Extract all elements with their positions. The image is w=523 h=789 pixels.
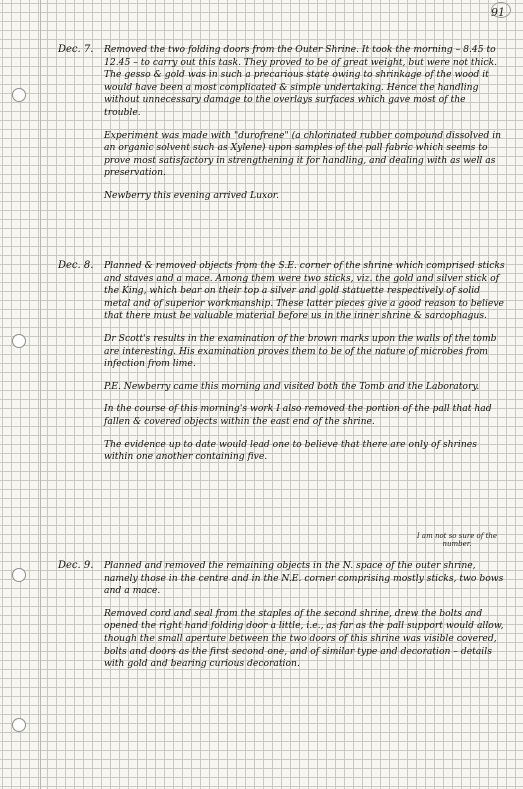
binder-hole: [12, 718, 26, 732]
entry-paragraph: Newberry this evening arrived Luxor.: [104, 189, 280, 201]
page-number: 91: [491, 6, 505, 19]
binder-hole: [12, 88, 26, 102]
entry-paragraph: Planned and removed the remaining objects in the N. space of the outer shrine, namely those in the centre and in the N.E. corner comprising mostly sticks, two bows and a mace.: [104, 560, 504, 597]
binder-hole: [12, 334, 26, 348]
entry-text: [104, 560, 505, 681]
entry-paragraph: The evidence up to date would lead one to believe that there are only of shrines within one another containing five.: [104, 438, 477, 463]
entry-paragraph: In the course of this morning's work I also removed the portion of the pall that had fallen & covered objects within the east end of the shrine.: [104, 403, 492, 427]
entry-paragraph: Planned & removed objects from the S.E. corner of the shrine which comprised sticks and staves and a mace. Among them were two sticks, viz. the gold and silver stick of the King, which bear on their top a silver and gold statuette respectively of solid metal and of superior workmanship. These latter pieces give a good reason to believe that there must be valuable material before us in the inner shrine & sarcophagus.: [104, 260, 505, 322]
entry-date: Dec. 9.: [58, 560, 94, 571]
entry-paragraph: Removed the two folding doors from the Outer Shrine. It took the morning – 8.45 to 12.45 – to carry out this task. They proved to be of great weight, but were not thick. The gesso & gold was in such a precarious state owing to shrinkage of the wood it would have been a most complicated & simple undertaking. Hence the handling without unnecessary damage to the overlays surfaces which gave most of the trouble.: [104, 44, 498, 118]
entry-paragraph: Dr Scott's results in the examination of the brown marks upon the walls of the tomb are interesting. His examination proves them to be of the nature of microbes from infection from lime.: [104, 332, 497, 370]
margin-annotation: I am not so sure of the number.: [416, 532, 498, 548]
margin-rule: [40, 0, 41, 789]
entry-paragraph: Experiment was made with "durofrene" (a chlorinated rubber compound dissolved in an organic solvent such as Xylene) upon samples of the pall fabric which seems to prove most satisfactory in strengthening it for handling, and dealing with as well as preservation.: [104, 129, 502, 179]
entry-paragraph: Removed cord and seal from the staples of the second shrine, drew the bolts and opened the right hand folding door a little, i.e., as far as the pall support would allow, though the small aperture between the two doors of this shrine was visible covered, bolts and doors as the first second one, and of similar type and decoration – details with gold and bearing curious decoration.: [104, 607, 504, 670]
entry-date: Dec. 8.: [58, 260, 94, 271]
entry-text: [104, 44, 505, 213]
binder-hole: [12, 568, 26, 582]
entry-text: [104, 260, 505, 474]
entry-date: Dec. 7.: [58, 44, 94, 55]
entry-paragraph: P.E. Newberry came this morning and visited both the Tomb and the Laboratory.: [104, 380, 480, 392]
